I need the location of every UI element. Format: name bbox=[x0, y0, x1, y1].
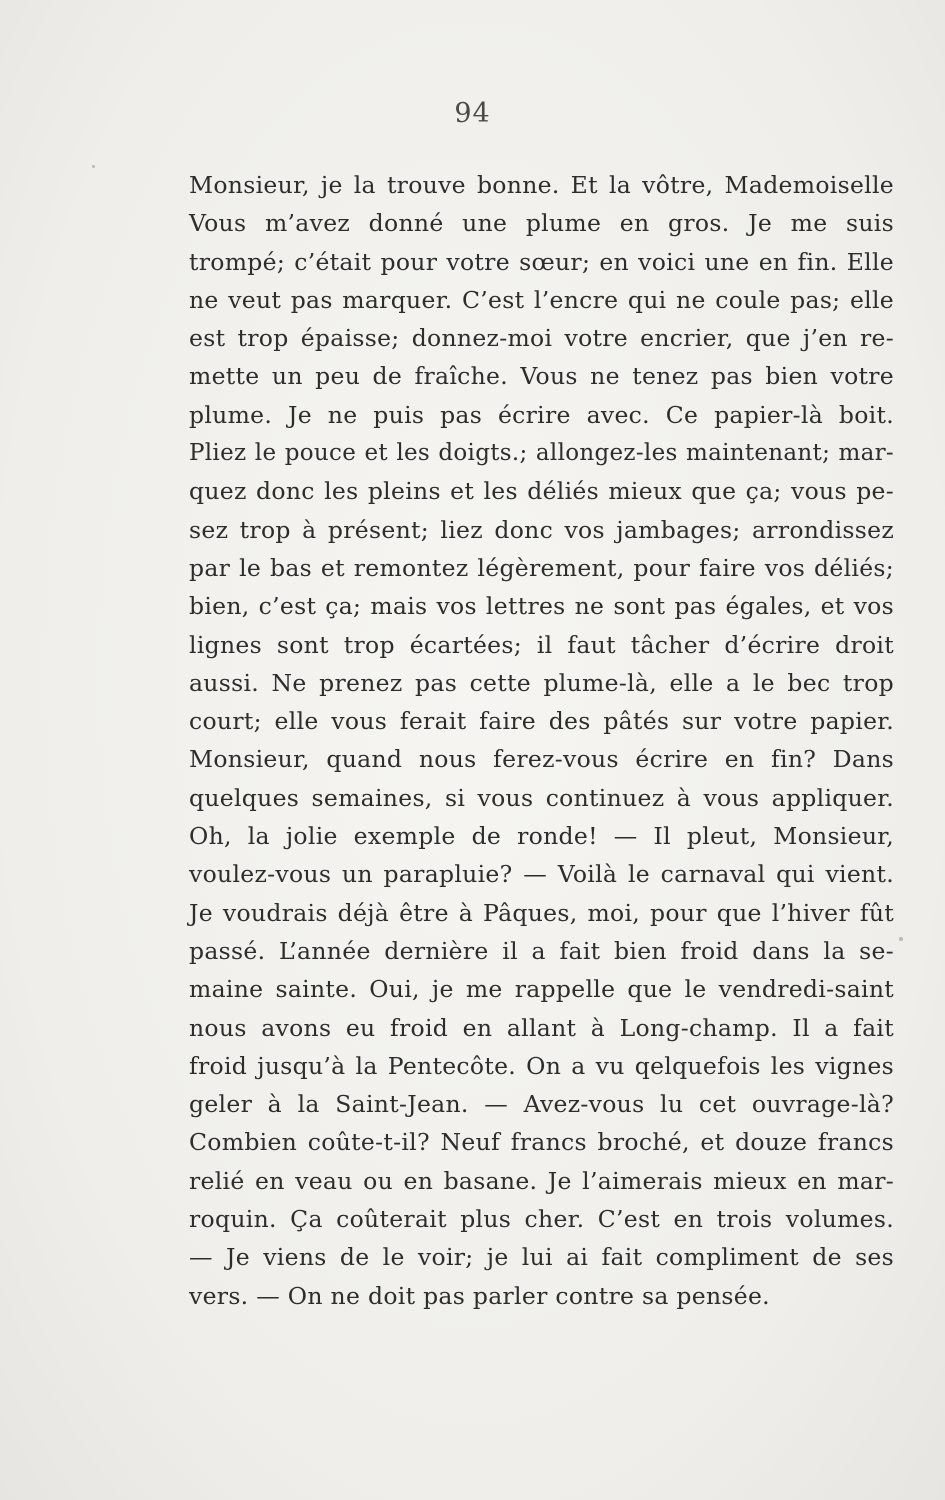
text-line: Monsieur, quand nous ferez-vous écrire en fin? Dans bbox=[189, 745, 894, 774]
text-line: trompé; c’était pour votre sœur; en voici une en fin. Elle bbox=[189, 247, 894, 276]
text-line: froid jusqu’à la Pentecôte. On a vu qelquefois les vignes bbox=[189, 1051, 894, 1080]
text-line: geler à la Saint-Jean. — Avez-vous lu cet ouvrage-là? bbox=[189, 1090, 894, 1119]
text-line: bien, c’est ça; mais vos lettres ne sont pas égales, et vos bbox=[189, 592, 894, 621]
text-line: — Je viens de le voir; je lui ai fait compliment de ses bbox=[189, 1243, 894, 1272]
text-line: passé. L’année dernière il a fait bien froid dans la se- bbox=[189, 936, 894, 965]
page-number: 94 bbox=[454, 98, 491, 129]
text-line: ne veut pas marquer. C’est l’encre qui ne coule pas; elle bbox=[189, 285, 894, 314]
text-line: mette un peu de fraîche. Vous ne tenez pas bien votre bbox=[189, 362, 894, 391]
text-line: voulez-vous un parapluie? — Voilà le carnaval qui vient. bbox=[189, 860, 894, 889]
text-line: quez donc les pleins et les déliés mieux que ça; vous pe- bbox=[189, 477, 894, 506]
text-line: Monsieur, je la trouve bonne. Et la vôtre, Mademoiselle bbox=[189, 171, 894, 199]
text-line: aussi. Ne prenez pas cette plume-là, elle a le bec trop bbox=[189, 668, 894, 697]
text-line: Oh, la jolie exemple de ronde! — Il pleut, Monsieur, bbox=[189, 822, 894, 851]
text-line: Combien coûte-t-il? Neuf francs broché, et douze francs bbox=[189, 1128, 894, 1157]
paper-speck bbox=[899, 937, 903, 941]
text-line: Pliez le pouce et les doigts.; allongez-les maintenant; mar- bbox=[189, 440, 894, 467]
text-line: plume. Je ne puis pas écrire avec. Ce papier-là boit. bbox=[189, 400, 894, 429]
text-line: maine sainte. Oui, je me rappelle que le vendredi-saint bbox=[189, 975, 894, 1004]
body-text bbox=[189, 166, 894, 1315]
text-line: nous avons eu froid en allant à Long-champ. Il a fait bbox=[189, 1013, 894, 1042]
text-line: court; elle vous ferait faire des pâtés sur votre papier. bbox=[189, 707, 894, 736]
text-line: relié en veau ou en basane. Je l’aimerais mieux en mar- bbox=[189, 1166, 894, 1195]
text-line: est trop épaisse; donnez-moi votre encrier, que j’en re- bbox=[189, 324, 894, 353]
text-line: Je voudrais déjà être à Pâques, moi, pour que l’hiver fût bbox=[189, 898, 894, 927]
text-line: par le bas et remontez légèrement, pour faire vos déliés; bbox=[189, 553, 894, 582]
text-line-last: vers. — On ne doit pas parler contre sa pensée. bbox=[189, 1281, 770, 1310]
text-line: quelques semaines, si vous continuez à vous appliquer. bbox=[189, 783, 894, 812]
text-line: roquin. Ça coûterait plus cher. C’est en trois volumes. bbox=[189, 1205, 894, 1234]
text-line: sez trop à présent; liez donc vos jambages; arrondissez bbox=[189, 515, 894, 544]
text-line: lignes sont trop écartées; il faut tâcher d’écrire droit bbox=[189, 630, 894, 659]
paper-speck bbox=[92, 165, 95, 168]
text-line: Vous m’avez donné une plume en gros. Je me suis bbox=[189, 209, 894, 238]
